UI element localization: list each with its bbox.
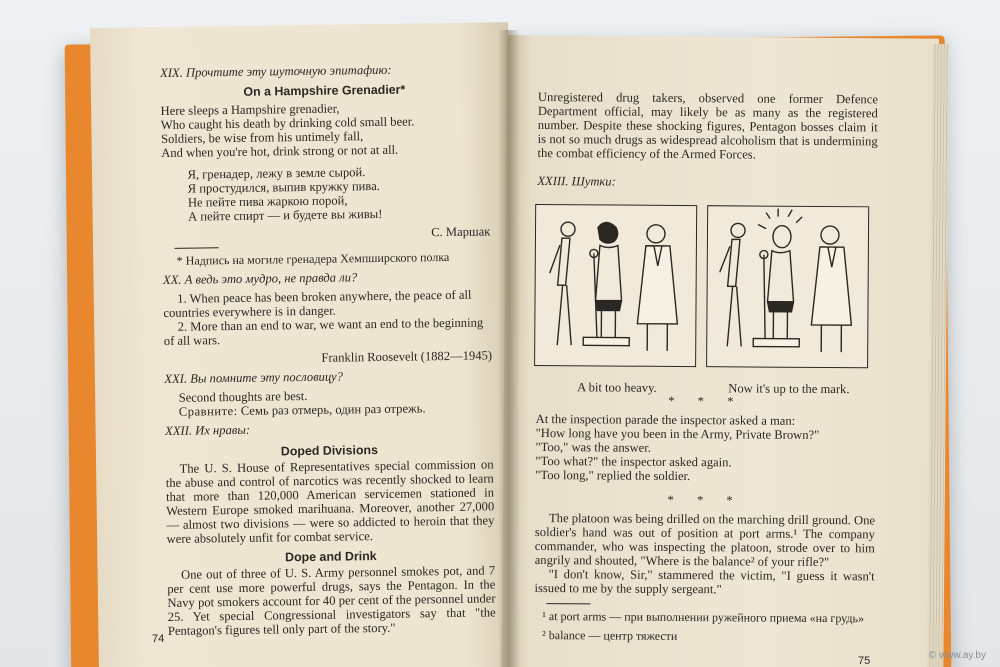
article-2-paragraph: One out of three of U. S. Army personnel smokes pot, and 7 per cent use more powerful drugs, says the Pentagon. In the Navy pot smokers account for 40 per cent of the personnel under 25. Yet special Congressional investigators say that "the Pentagon's figures tell only part of the story.": [167, 563, 496, 638]
left-page-text: [160, 61, 496, 643]
poem-line: А пейте спирт — и будете вы живы!: [188, 206, 383, 224]
footnote-rule: [175, 247, 219, 249]
footnote-1: ¹ at port arms — при выполнении ружейного приема «на грудь»: [542, 609, 865, 626]
page-number-right: 75: [858, 655, 871, 667]
book-gutter: [498, 30, 520, 667]
joke-1: [535, 412, 875, 484]
joke-line: "Too what?" the inspector asked again.: [535, 453, 732, 470]
poem-line: Soldiers, be wise from his untimely fall,: [160, 129, 364, 146]
cartoon-up-to-mark: [706, 205, 869, 368]
article-2-title: Dope and Drink: [284, 549, 377, 565]
continuation-paragraph: Unregistered drug takers, observed one former Defence Department official, may likely be as many as the registered number. Despite these shocking figures, Pentagon bosses claim it is not so much drugs as widespread alcoholism that is undermining the combat efficiency of the Armed Forces.: [537, 90, 878, 162]
joke-2-paragraph: The platoon was being drilled on the marching drill ground. One soldier's hand was out of position at port arms.¹ The company commander, who was inspecting the platoon, strode over to him angrily and shouted, "Where is the balance² of your rifle?": [534, 511, 876, 570]
poem-english: [161, 99, 490, 160]
article-1-paragraph: The U. S. House of Representatives special commission on the abuse and control of narcotics was recently shocked to learn that more than 120,000 American servicemen stationed in Western Europe smoked marihuana. Moreover, another 27,000 — almost two divisions — were so addicted to heroin that they were absolutely unfit for combat service.: [165, 457, 495, 546]
quote: 1. When peace has been broken anywhere, the peace of all countries everywhere is in danger.: [163, 287, 472, 320]
joke-2: [534, 511, 875, 597]
cartoon-drawing-left: [535, 205, 696, 366]
exercise-20-heading: XX. А ведь это мудро, не правда ли?: [162, 270, 358, 287]
poem-russian: [187, 163, 490, 223]
article-1-body: [166, 457, 495, 546]
section-stars: * * *: [667, 492, 743, 508]
exercise-22-heading: XXII. Их нравы:: [164, 422, 251, 438]
poem-line: Я простудился, выпив кружку пива.: [187, 178, 380, 196]
poem-line: Не пейте пива жаркою порой,: [187, 193, 348, 210]
cartoon-strip: [534, 204, 877, 368]
poem-line: And when you're hot, drink strong or not at all.: [161, 142, 399, 160]
poem-line: Я, гренадер, лежу в земле сырой.: [187, 165, 366, 182]
cartoon-too-heavy: [534, 204, 697, 367]
footnote-rule: [546, 603, 590, 604]
right-page-text: [534, 90, 878, 649]
quote-author: Franklin Roosevelt (1882—1945): [321, 348, 493, 365]
exercise-21-heading: XXI. Вы помните эту пословицу?: [164, 369, 344, 386]
article-2-continuation: [538, 90, 878, 162]
caption-up-to-mark: Now it's up to the mark.: [728, 381, 850, 397]
section-stars: * * *: [668, 393, 744, 409]
quote: 2. More than an end to war, we want an end to the beginning of all wars.: [163, 315, 484, 348]
poem-title: On a Hampshire Grenadier*: [243, 82, 406, 99]
poem-line: Who caught his death by drinking cold small beer.: [160, 114, 415, 132]
proverb-russian: Семь раз отмерь, один раз отрежь.: [240, 401, 426, 418]
joke-line: At the inspection parade the inspector asked a man:: [535, 411, 796, 428]
proverb-english: Second thoughts are best.: [178, 388, 308, 405]
page-number-left: 74: [152, 633, 165, 645]
exercise-19-heading: XIX. Прочтите эту шуточную эпитафию:: [160, 62, 392, 80]
caption-too-heavy: A bit too heavy.: [577, 380, 657, 395]
quotes: [163, 287, 492, 348]
joke-line: "Too long," replied the soldier.: [535, 467, 691, 484]
footnote-star: * Надпись на могиле гренадера Хемпширского полка: [176, 249, 450, 268]
joke-2-reply: "I don't know, Sir," stammered the victim, "I guess it wasn't issued to me by the supply sergeant.": [534, 567, 875, 597]
footnote-2: ² balance — центр тяжести: [542, 628, 678, 643]
joke-line: "Too," was the answer.: [535, 439, 651, 455]
watermark: © www.ay.by: [928, 650, 986, 661]
article-1-title: Doped Divisions: [280, 442, 379, 459]
joke-line: "How long have you been in the Army, Private Brown?": [535, 425, 820, 442]
poem-translator: С. Маршак: [431, 224, 491, 240]
article-2-body: [167, 563, 496, 638]
poem-line: Here sleeps a Hampshire grenadier,: [160, 101, 340, 118]
cartoon-drawing-right: [707, 206, 868, 367]
compare-label: Сравните:: [178, 403, 238, 419]
exercise-23-heading: XXIII. Шутки:: [537, 173, 616, 189]
